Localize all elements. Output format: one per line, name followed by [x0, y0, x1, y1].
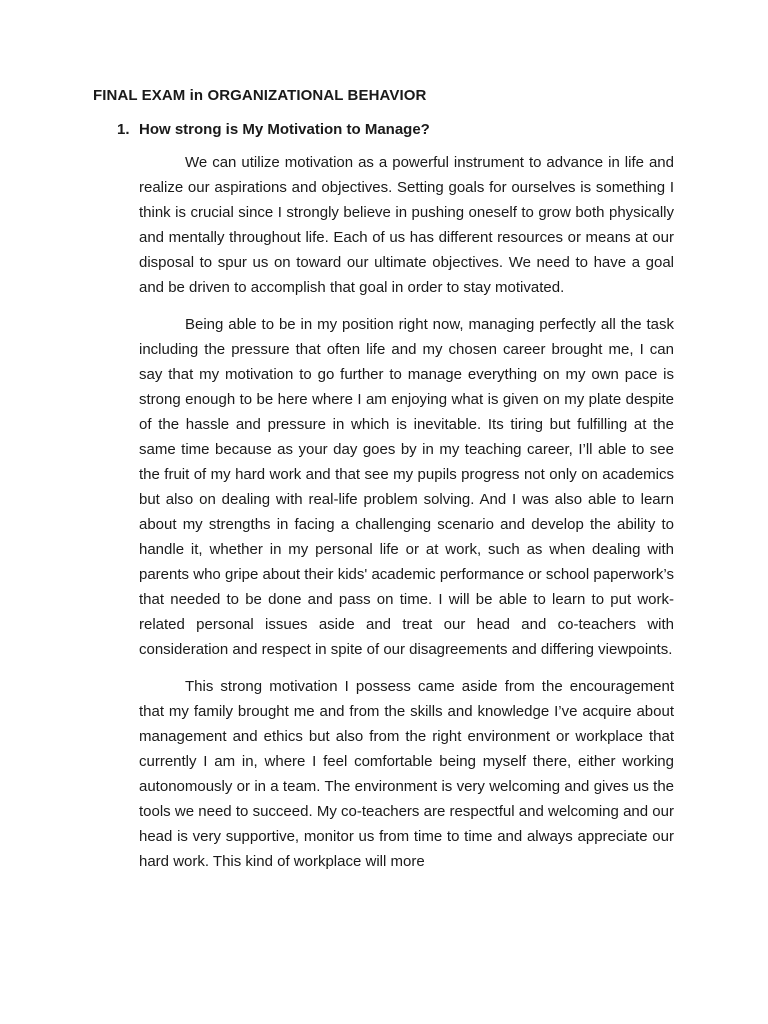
document-title: FINAL EXAM in ORGANIZATIONAL BEHAVIOR [93, 87, 427, 104]
paragraph-1: We can utilize motivation as a powerful instrument to advance in life and realize our aspirations and objectives. Setting goals for ourselves is something I think is crucial since I strongly believe in pushing oneself to grow both physically and mentally throughout life. Each of us has different resources or means at our disposal to spur us on toward our ultimate objectives. We need to have a goal and be driven to accomplish that goal in order to stay motivated. [139, 154, 674, 296]
paragraph-2: Being able to be in my position right now, managing perfectly all the task including the pressure that often life and my chosen career brought me, I can say that my motivation to go further to manage everything on my own pace is strong enough to be here where I am enjoying what is given on my plate despite of the hassle and pressure in which is inevitable. Its tiring but fulfilling at the same time because as your day goes by in my teaching career, I’ll able to see the fruit of my hard work and that see my pupils progress not only on academics but also on dealing with real-life problem solving. And I was also able to learn about my strengths in facing a challenging scenario and develop the ability to handle it, whether in my personal life or at work, such as when dealing with parents who gripe about their kids' academic performance or school paperwork’s that needed to be done and pass on time. I will be able to learn to put work-related personal issues aside and treat our head and co-teachers with consideration and respect in spite of our disagreements and differing viewpoints. [139, 316, 674, 658]
question-number: 1. [117, 121, 130, 138]
answer-body [139, 150, 674, 874]
paragraph-3: This strong motivation I possess came aside from the encouragement that my family brought me and from the skills and knowledge I’ve acquire about management and ethics but also from the right environment or workplace that currently I am in, where I feel comfortable being myself there, either working autonomously or in a team. The environment is very welcoming and gives us the tools we need to succeed. My co-teachers are respectful and welcoming and our head is very supportive, monitor us from time to time and always appreciate our hard work. This kind of workplace will more [139, 678, 674, 870]
question-heading [117, 121, 430, 138]
question-text: How strong is My Motivation to Manage? [139, 121, 430, 138]
